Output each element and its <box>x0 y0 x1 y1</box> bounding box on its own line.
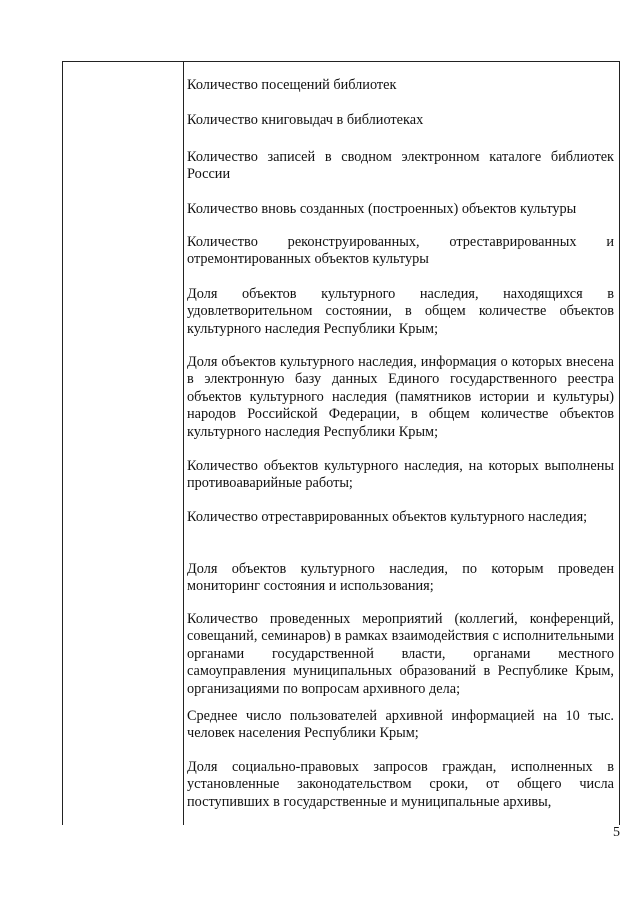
indicator-item: Доля социально-правовых запросов граждан, исполненных в установленные законодательством сроки, от общего числа поступивших в государственные и муниципальные архивы, <box>187 759 614 810</box>
column-divider <box>183 61 184 825</box>
indicator-item: Доля объектов культурного наследия, по которым проведен мониторинг состояния и использования; <box>187 561 614 595</box>
indicator-item: Количество вновь созданных (построенных) объектов культуры <box>187 201 577 217</box>
indicator-item: Количество посещений библиотек <box>187 77 397 93</box>
indicator-item: Среднее число пользователей архивной информацией на 10 тыс. человек населения Республики Крым; <box>187 708 614 742</box>
indicator-item: Количество книговыдач в библиотеках <box>187 112 424 128</box>
indicator-item: Количество отреставрированных объектов культурного наследия; <box>187 509 588 525</box>
indicator-item: Количество объектов культурного наследия, на которых выполнены противоаварийные работы; <box>187 458 614 492</box>
table-left-cell <box>63 62 183 824</box>
page-number: 5 <box>613 825 620 840</box>
indicator-item: Количество проведенных мероприятий (коллегий, конференций, совещаний, семинаров) в рамках взаимодействия с исполнительными органами государственной власти, органами местного самоуправления муниципальных образований в Республике Крым, организациями по вопросам архивного дела; <box>187 611 614 697</box>
indicator-item: Количество записей в сводном электронном каталоге библиотек России <box>187 149 614 183</box>
indicator-item: Доля объектов культурного наследия, информация о которых внесена в электронную базу данных Единого государственного реестра объектов культурного наследия (памятников истории и культуры) народов Российской Федерации, в общем количестве объектов культурного наследия Республики Крым; <box>187 354 614 440</box>
indicator-item: Доля объектов культурного наследия, находящихся в удовлетворительном состоянии, в общем количестве объектов культурного наследия Республики Крым; <box>187 286 614 337</box>
indicator-item: Количество реконструированных, отреставрированных и отремонтированных объектов культуры <box>187 234 614 268</box>
